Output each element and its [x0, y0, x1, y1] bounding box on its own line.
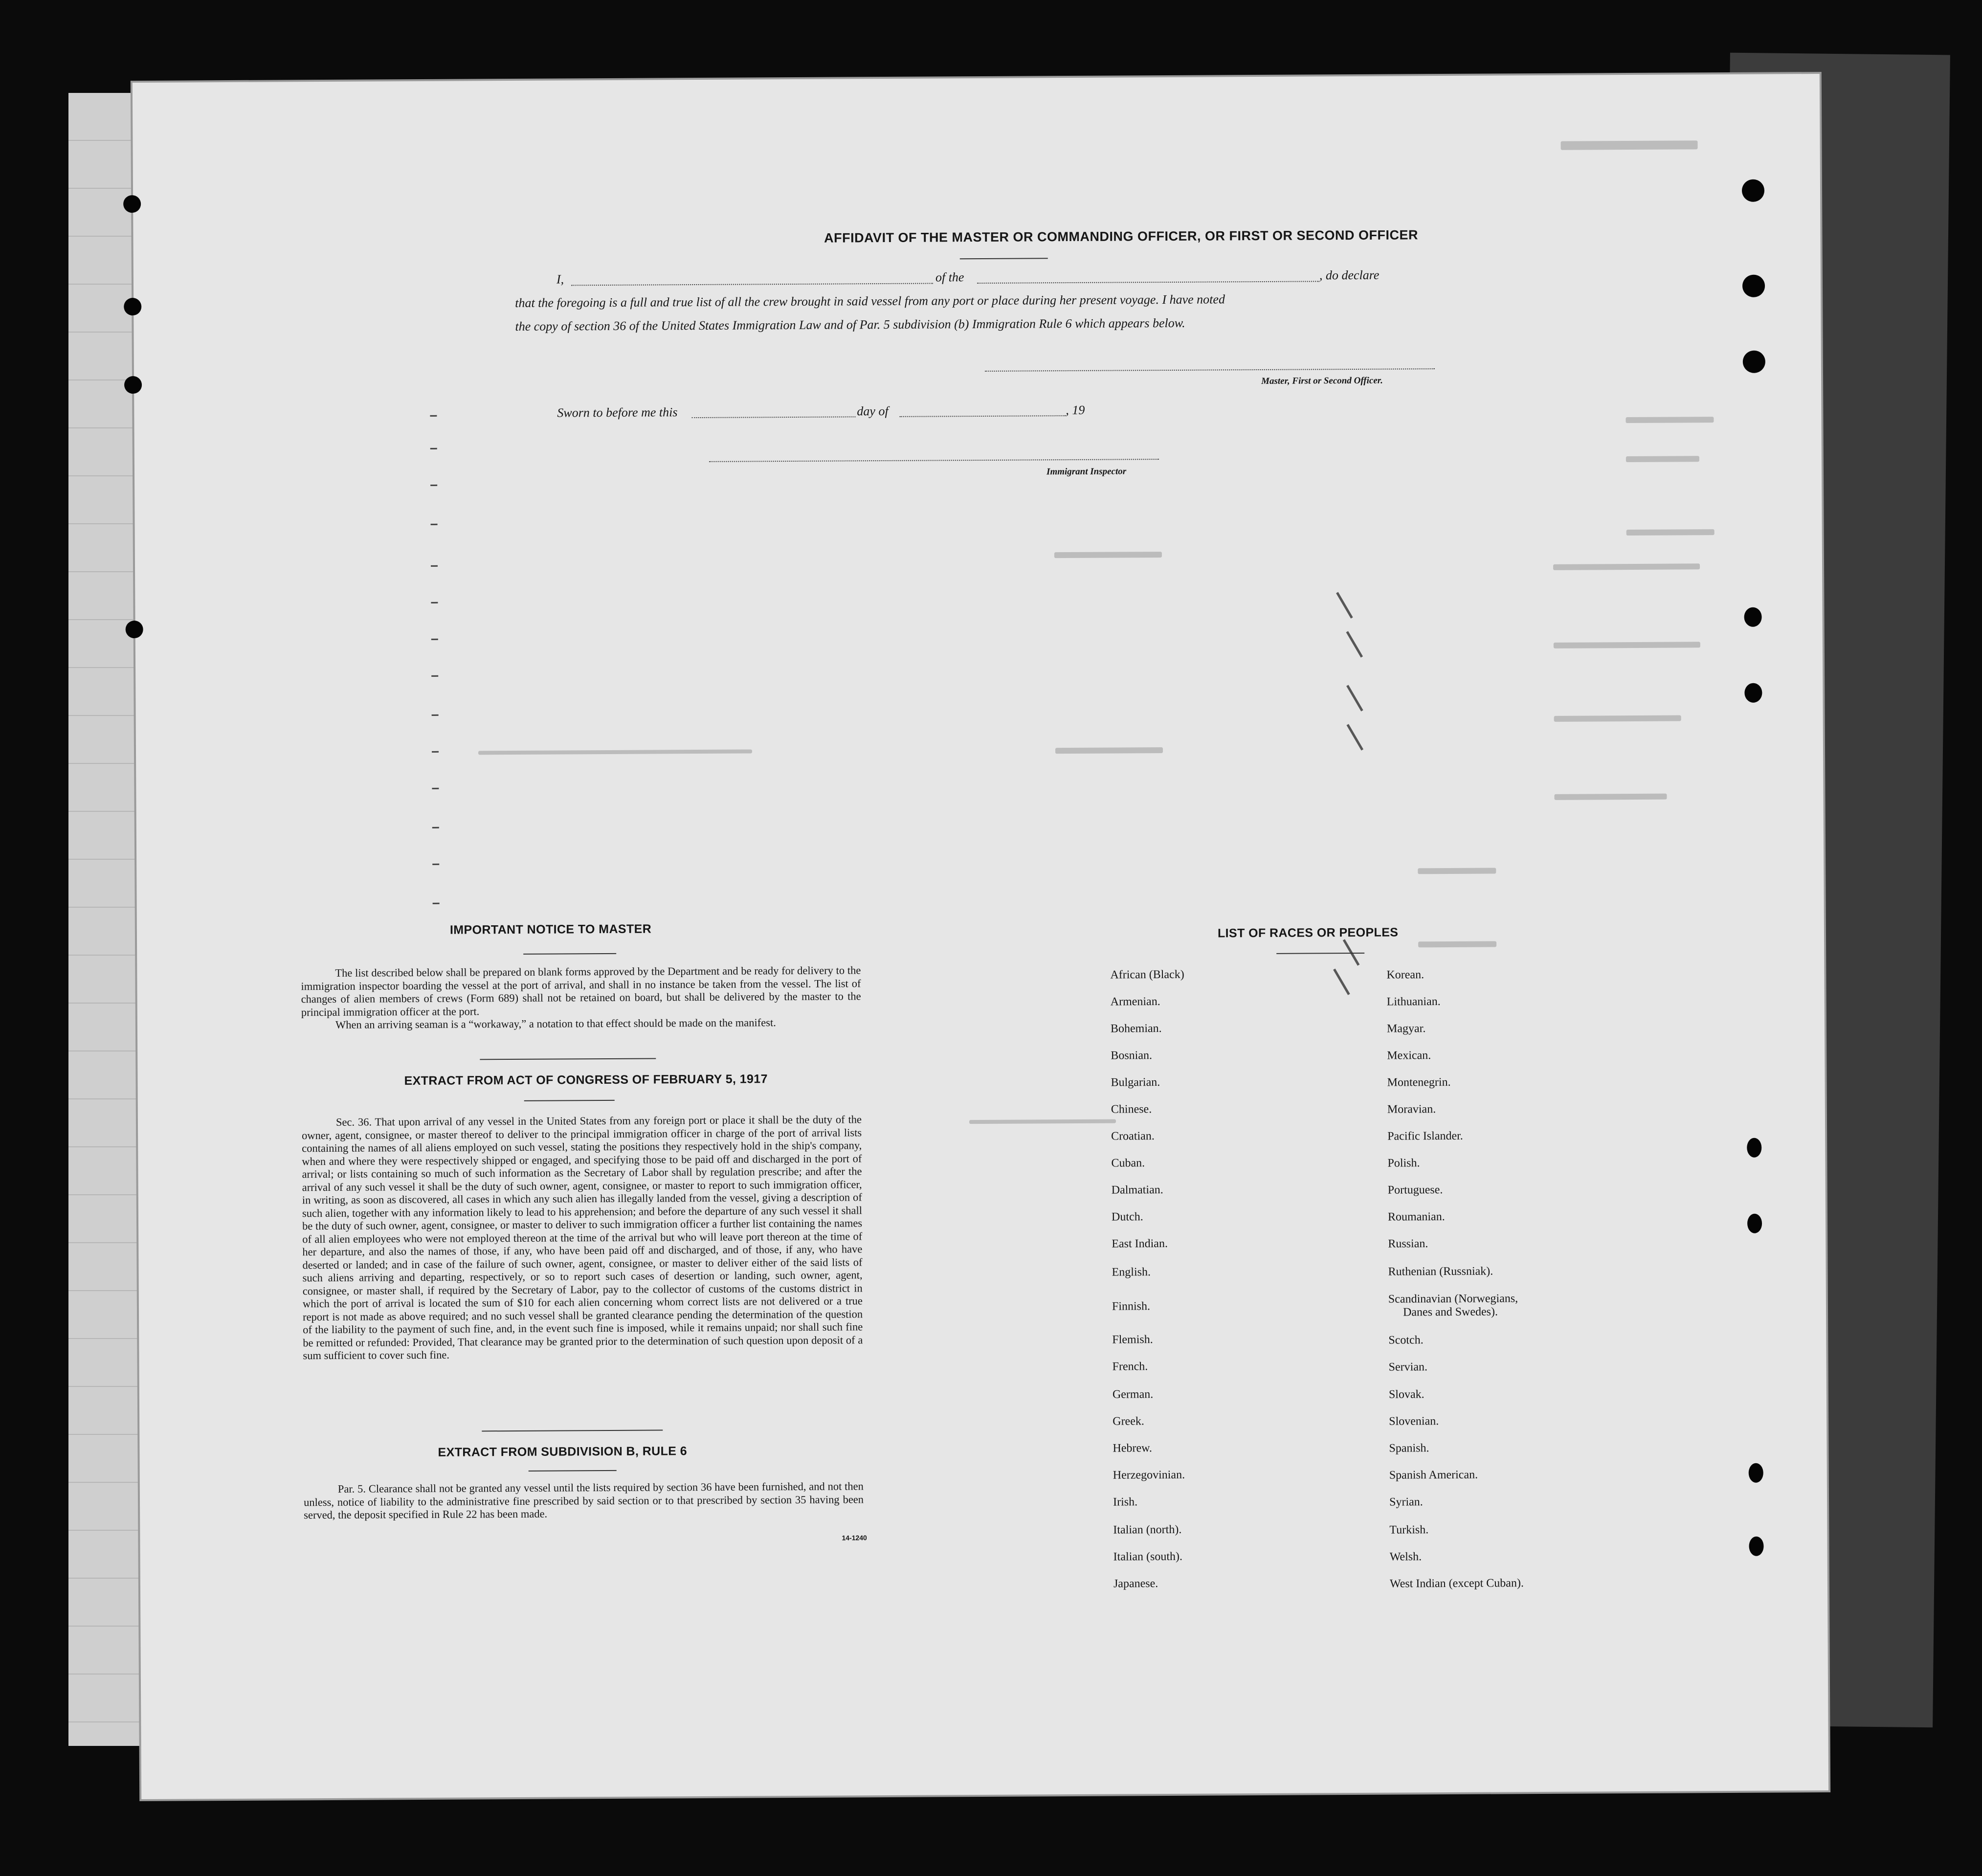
- bleed-through-mark: [1554, 642, 1700, 648]
- bleed-through-mark: [969, 1119, 1116, 1124]
- bleed-through-mark: [1055, 747, 1163, 754]
- race-item: Servian.: [1388, 1361, 1428, 1374]
- race-item: Pacific Islander.: [1387, 1129, 1463, 1143]
- paragraph-5-text: Par. 5. Clearance shall not be granted any vessel until the lists required by section 36 have been furnished, and not then unless, notice of liability to the administrative fine prescribed by said section or to that prescribed by section 35 having been served, the deposit specified in Rule 22 has been made.: [303, 1480, 864, 1521]
- bleed-through-mark: [1418, 868, 1496, 874]
- master-signature-label: Master, First or Second Officer.: [1261, 375, 1383, 386]
- race-item: Slovenian.: [1389, 1415, 1439, 1428]
- pencil-check-mark: [1336, 590, 1356, 618]
- declare-label: , do declare: [1319, 268, 1380, 283]
- race-item: Mexican.: [1387, 1049, 1431, 1062]
- affidavit-title: AFFIDAVIT OF THE MASTER OR COMMANDING OFFICER, OR FIRST OR SECOND OFFICER: [824, 227, 1419, 246]
- race-item: Japanese.: [1113, 1577, 1158, 1590]
- race-item: Welsh.: [1389, 1550, 1422, 1563]
- race-item: Montenegrin.: [1387, 1075, 1451, 1089]
- section-36-text: Sec. 36. That upon arrival of any vessel in the United States from any foreign port or place it shall be the duty of the owner, agent, consignee, or master thereof to deliver to the principal immigration officer in charge of the port of arrival lists containing the names of all aliens employed on such vessel, stating the positions they respectively hold in the ship's company, when and where they were respectively shipped or engaged, and specifying those to be paid off and discharged in the port of arrival; or lists containing so much of such information as the Secretary of Labor shall by regulation prescribe; and after the arrival of any such vessel it shall be the duty of such owner, agent, consignee, or master to report to such immigration officer, in writing, as soon as discovered, all cases in which any such alien has illegally landed from the vessel, giving a description of such alien, together with any information likely to lead to his apprehension; and before the departure of any such vessel it shall be the duty of such owner, agent, consignee, or master to deliver to such immigration officer a further list containing the names of all alien employees who were not employed thereon at the time of the arrival but who will leave port thereon at the time of her departure, and also the names of those, if any, who have been paid off and discharged, and of those, if any, who have deserted or landed; and in case of the failure of such owner, agent, consignee, or master to deliver either of the said lists of such aliens arriving and departing, respectively, or so to report such cases of desertion or landing, such owner, agent, consignee, or master shall, if required by the Secretary of Labor, pay to the collector of customs of the customs district in which the port of arrival is located the sum of $10 for each alien concerning whom correct lists are not delivered or a true report is not made as above required; and no such vessel shall be granted clearance pending the determination of the question of the liability to the payment of such fine, and, in the event such fine is imposed, while it remains unpaid; nor shall such fine be remitted or refunded: Provided, That clearance may be granted prior to the determination of such question upon deposit of a sum sufficient to cover such fine.: [302, 1113, 863, 1362]
- race-item: Hebrew.: [1113, 1442, 1152, 1455]
- race-item: Scandinavian (Norwegians,: [1388, 1292, 1518, 1306]
- punch-hole: [126, 621, 143, 638]
- race-item: Finnish.: [1112, 1300, 1151, 1313]
- act-extract-title: EXTRACT FROM ACT OF CONGRESS OF FEBRUARY 5, 1917: [404, 1072, 768, 1088]
- race-item: Herzegovinian.: [1113, 1468, 1185, 1482]
- row-tick: [431, 602, 438, 603]
- race-item: Moravian.: [1387, 1103, 1436, 1116]
- title-underline: [960, 258, 1048, 259]
- bleed-through-mark: [1553, 563, 1700, 570]
- inspector-signature-line: [709, 459, 1159, 462]
- race-item: English.: [1112, 1266, 1151, 1279]
- punch-hole: [1744, 607, 1761, 627]
- punch-hole: [124, 298, 141, 315]
- row-tick: [431, 675, 438, 677]
- race-item: Polish.: [1387, 1157, 1420, 1170]
- row-tick: [430, 415, 437, 417]
- row-tick: [430, 485, 437, 486]
- race-item: Portuguese.: [1387, 1184, 1443, 1197]
- notice-title: IMPORTANT NOTICE TO MASTER: [449, 922, 652, 937]
- race-item: Dutch.: [1111, 1210, 1143, 1224]
- master-signature-line: [985, 368, 1435, 372]
- race-item: Roumanian.: [1387, 1210, 1445, 1224]
- of-the-label: of the: [935, 270, 964, 285]
- day-of-label: day of: [857, 403, 889, 419]
- race-item: Spanish American.: [1389, 1468, 1478, 1482]
- punch-hole: [124, 376, 142, 394]
- pencil-check-mark: [1346, 629, 1365, 657]
- race-item: French.: [1112, 1360, 1148, 1373]
- race-item: Korean.: [1386, 968, 1425, 982]
- race-item: Spanish.: [1389, 1442, 1429, 1455]
- race-item: Dalmatian.: [1111, 1184, 1163, 1197]
- race-item: Turkish.: [1389, 1523, 1429, 1537]
- pencil-check-mark: [1333, 967, 1353, 995]
- row-tick: [432, 864, 439, 865]
- row-tick: [432, 827, 439, 828]
- race-item: Magyar.: [1386, 1022, 1426, 1035]
- row-tick: [431, 524, 438, 525]
- year-label: , 19: [1066, 402, 1085, 418]
- row-tick: [432, 788, 439, 789]
- race-item: German.: [1112, 1388, 1154, 1401]
- act-extract-separator: [482, 1429, 663, 1431]
- race-item: Russian.: [1388, 1237, 1428, 1251]
- race-item: Armenian.: [1110, 995, 1160, 1008]
- notice-separator: [480, 1058, 656, 1060]
- races-title: LIST OF RACES OR PEOPLES: [1217, 925, 1399, 940]
- race-item: Flemish.: [1112, 1333, 1153, 1346]
- declarant-prefix: I,: [556, 272, 564, 287]
- race-item: Chinese.: [1111, 1103, 1152, 1116]
- punch-hole: [123, 195, 141, 213]
- affidavit-line-3: the copy of section 36 of the United States Immigration Law and of Par. 5 subdivision (b) Immigration Rule 6 which appears below.: [515, 315, 1185, 334]
- punch-hole: [1747, 1138, 1761, 1158]
- bleed-through-mark: [1561, 140, 1698, 150]
- notice-text: [301, 964, 861, 1031]
- form-number: 14-1240: [842, 1534, 867, 1542]
- notice-paragraph-2: When an arriving seaman is a “workaway,” a notation to that effect should be made on the manifest.: [335, 1016, 776, 1031]
- sworn-label: Sworn to before me this: [557, 405, 678, 420]
- manifest-page: [133, 74, 1828, 1799]
- race-item: Ruthenian (Russniak).: [1388, 1265, 1493, 1278]
- act-extract-text: [302, 1113, 863, 1362]
- race-item: Slovak.: [1388, 1388, 1425, 1401]
- race-item: Croatian.: [1111, 1130, 1155, 1143]
- row-tick: [430, 448, 437, 449]
- row-tick: [433, 903, 440, 904]
- bleed-through-mark: [478, 749, 752, 755]
- race-item: Bohemian.: [1110, 1022, 1162, 1035]
- row-tick: [431, 565, 438, 567]
- bleed-through-mark: [1626, 529, 1715, 536]
- bleed-through-mark: [1626, 417, 1714, 423]
- punch-hole: [1742, 179, 1764, 202]
- punch-hole: [1749, 1463, 1763, 1483]
- punch-hole: [1744, 683, 1762, 703]
- bleed-through-mark: [1054, 552, 1162, 558]
- punch-hole: [1747, 1214, 1762, 1233]
- vessel-name-line: [977, 281, 1319, 284]
- declarant-name-line: [571, 283, 933, 286]
- bleed-through-mark: [1626, 456, 1699, 462]
- rule-extract-title: EXTRACT FROM SUBDIVISION B, RULE 6: [438, 1444, 688, 1459]
- race-item: Lithuanian.: [1386, 995, 1441, 1008]
- bleed-through-mark: [1554, 794, 1667, 800]
- row-tick: [432, 715, 439, 716]
- inspector-signature-label: Immigrant Inspector: [1046, 466, 1127, 477]
- sworn-date-line: [691, 416, 855, 418]
- row-tick: [431, 639, 438, 640]
- race-item: Italian (south).: [1113, 1550, 1183, 1563]
- pencil-check-mark: [1346, 722, 1366, 750]
- race-item: Italian (north).: [1113, 1523, 1182, 1537]
- affidavit-line-2: that the foregoing is a full and true list of all the crew brought in said vessel from any port or place during her present voyage. I have noted: [515, 292, 1225, 310]
- rule-extract-text: [304, 1480, 864, 1521]
- row-tick: [432, 751, 439, 753]
- punch-hole: [1749, 1537, 1763, 1556]
- notice-underline: [523, 953, 616, 955]
- race-item: Irish.: [1113, 1496, 1138, 1509]
- pencil-check-mark: [1346, 683, 1366, 711]
- race-item: East Indian.: [1112, 1237, 1168, 1251]
- race-item: Syrian.: [1389, 1496, 1423, 1509]
- race-item: African (Black): [1110, 968, 1184, 982]
- act-extract-underline: [524, 1100, 615, 1101]
- notice-paragraph-1: The list described below shall be prepared on blank forms approved by the Department and be ready for delivery to the immigration inspector boarding the vessel at the port of arrival, and shall in no instance be taken from the vessel. The list of changes of alien members of crews (Form 689) shall not be retained on board, but shall be delivered by the master to the principal immigration officer at the port.: [301, 964, 861, 1018]
- punch-hole: [1742, 275, 1765, 297]
- race-item: West Indian (except Cuban).: [1389, 1577, 1524, 1590]
- race-item-continuation: Danes and Swedes).: [1403, 1305, 1498, 1319]
- race-item: Bosnian.: [1111, 1049, 1153, 1062]
- race-item: Bulgarian.: [1111, 1076, 1160, 1089]
- race-item: Cuban.: [1111, 1157, 1145, 1170]
- race-item: Greek.: [1113, 1415, 1144, 1428]
- sworn-month-line: [899, 415, 1066, 417]
- pencil-check-mark: [1343, 938, 1362, 965]
- bleed-through-mark: [1418, 941, 1496, 947]
- punch-hole: [1743, 351, 1765, 373]
- rule-extract-underline: [529, 1470, 617, 1472]
- bleed-through-mark: [1554, 715, 1681, 721]
- race-item: Scotch.: [1388, 1334, 1424, 1347]
